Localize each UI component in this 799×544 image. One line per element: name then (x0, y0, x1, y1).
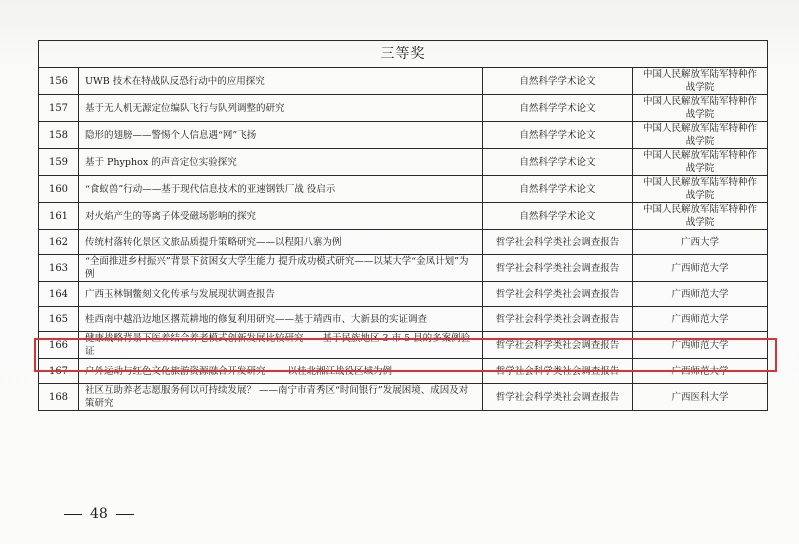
row-number: 158 (39, 122, 79, 149)
row-title: 传统村落转化景区文旅品质提升策略研究——以程阳八寨为例 (79, 230, 483, 255)
row-number: 163 (39, 255, 79, 282)
row-category: 自然科学学术论文 (483, 176, 633, 203)
table-row (39, 307, 768, 332)
row-title: 基于 Phyphox 的声音定位实验探究 (79, 149, 483, 176)
row-category: 哲学社会科学类社会调查报告 (483, 282, 633, 307)
footer-dash-left (64, 514, 82, 515)
row-number: 164 (39, 282, 79, 307)
row-organization: 广西师范大学 (633, 332, 768, 359)
row-title: UWB 技术在特战队反恐行动中的应用探究 (79, 68, 483, 95)
row-title: 社区互助养老志愿服务何以可持续发展？ ——南宁市青秀区“时间银行”发展困境、成因及对策研究 (79, 384, 483, 411)
table-row (39, 359, 768, 384)
row-category: 自然科学学术论文 (483, 122, 633, 149)
row-organization: 广西师范大学 (633, 307, 768, 332)
page-number: 48 (90, 506, 108, 522)
row-title: 对火焰产生的等离子体受磁场影响的探究 (79, 203, 483, 230)
footer-dash-right (116, 514, 134, 515)
table-row (39, 149, 768, 176)
row-number: 156 (39, 68, 79, 95)
row-organization: 广西大学 (633, 230, 768, 255)
row-title: “食蚁兽”行动——基于现代信息技术的亚速钢铁厂战 役启示 (79, 176, 483, 203)
row-category: 哲学社会科学类社会调查报告 (483, 255, 633, 282)
row-category: 自然科学学术论文 (483, 149, 633, 176)
row-organization: 中国人民解放军陆军特种作战学院 (633, 122, 768, 149)
row-title: “全面推进乡村振兴”背景下贫困女大学生能力 提升成功模式研究——以某大学“金凤计划”为例 (79, 255, 483, 282)
row-category: 哲学社会科学类社会调查报告 (483, 384, 633, 411)
row-category: 哲学社会科学类社会调查报告 (483, 359, 633, 384)
table-row (39, 203, 768, 230)
table-row (39, 68, 768, 95)
row-number: 160 (39, 176, 79, 203)
row-number: 165 (39, 307, 79, 332)
row-category: 自然科学学术论文 (483, 203, 633, 230)
row-category: 哲学社会科学类社会调查报告 (483, 230, 633, 255)
table-row (39, 230, 768, 255)
row-title: 户外运动与红色文化旅游资源融合开发研究 ——以桂北湘江战役区域为例 (79, 359, 483, 384)
table-row (39, 332, 768, 359)
row-organization: 广西师范大学 (633, 255, 768, 282)
row-number: 167 (39, 359, 79, 384)
row-title: 健康战略背景下医养结合养老模式创新发展比较研究——基于民族地区 3 市 5 县的多案例验证 (79, 332, 483, 359)
row-number: 161 (39, 203, 79, 230)
table-row (39, 176, 768, 203)
table-row (39, 95, 768, 122)
awards-table (38, 40, 768, 411)
row-organization: 广西师范大学 (633, 282, 768, 307)
section-header-row (39, 41, 768, 68)
row-category: 自然科学学术论文 (483, 68, 633, 95)
row-title: 广西玉林铜鳖刻文化传承与发展现状调查报告 (79, 282, 483, 307)
row-organization: 广西师范大学 (633, 359, 768, 384)
table-row (39, 384, 768, 411)
row-organization: 中国人民解放军陆军特种作战学院 (633, 203, 768, 230)
row-organization: 广西医科大学 (633, 384, 768, 411)
page-footer (64, 506, 134, 522)
row-category: 哲学社会科学类社会调查报告 (483, 332, 633, 359)
table-row (39, 282, 768, 307)
row-number: 157 (39, 95, 79, 122)
row-number: 159 (39, 149, 79, 176)
row-organization: 中国人民解放军陆军特种作战学院 (633, 176, 768, 203)
row-number: 162 (39, 230, 79, 255)
row-category: 自然科学学术论文 (483, 95, 633, 122)
table-row (39, 255, 768, 282)
row-organization: 中国人民解放军陆军特种作战学院 (633, 68, 768, 95)
row-title: 基于无人机无源定位编队飞行与队列调整的研究 (79, 95, 483, 122)
row-organization: 中国人民解放军陆军特种作战学院 (633, 95, 768, 122)
row-title: 桂西南中越沿边地区撂荒耕地的修复利用研究——基于靖西市、大新县的实证调查 (79, 307, 483, 332)
row-number: 166 (39, 332, 79, 359)
row-category: 哲学社会科学类社会调查报告 (483, 307, 633, 332)
table-row (39, 122, 768, 149)
section-title: 三等奖 (39, 41, 768, 68)
row-organization: 中国人民解放军陆军特种作战学院 (633, 149, 768, 176)
row-title: 隐形的翅膀——警惕个人信息遇“网”飞扬 (79, 122, 483, 149)
row-number: 168 (39, 384, 79, 411)
